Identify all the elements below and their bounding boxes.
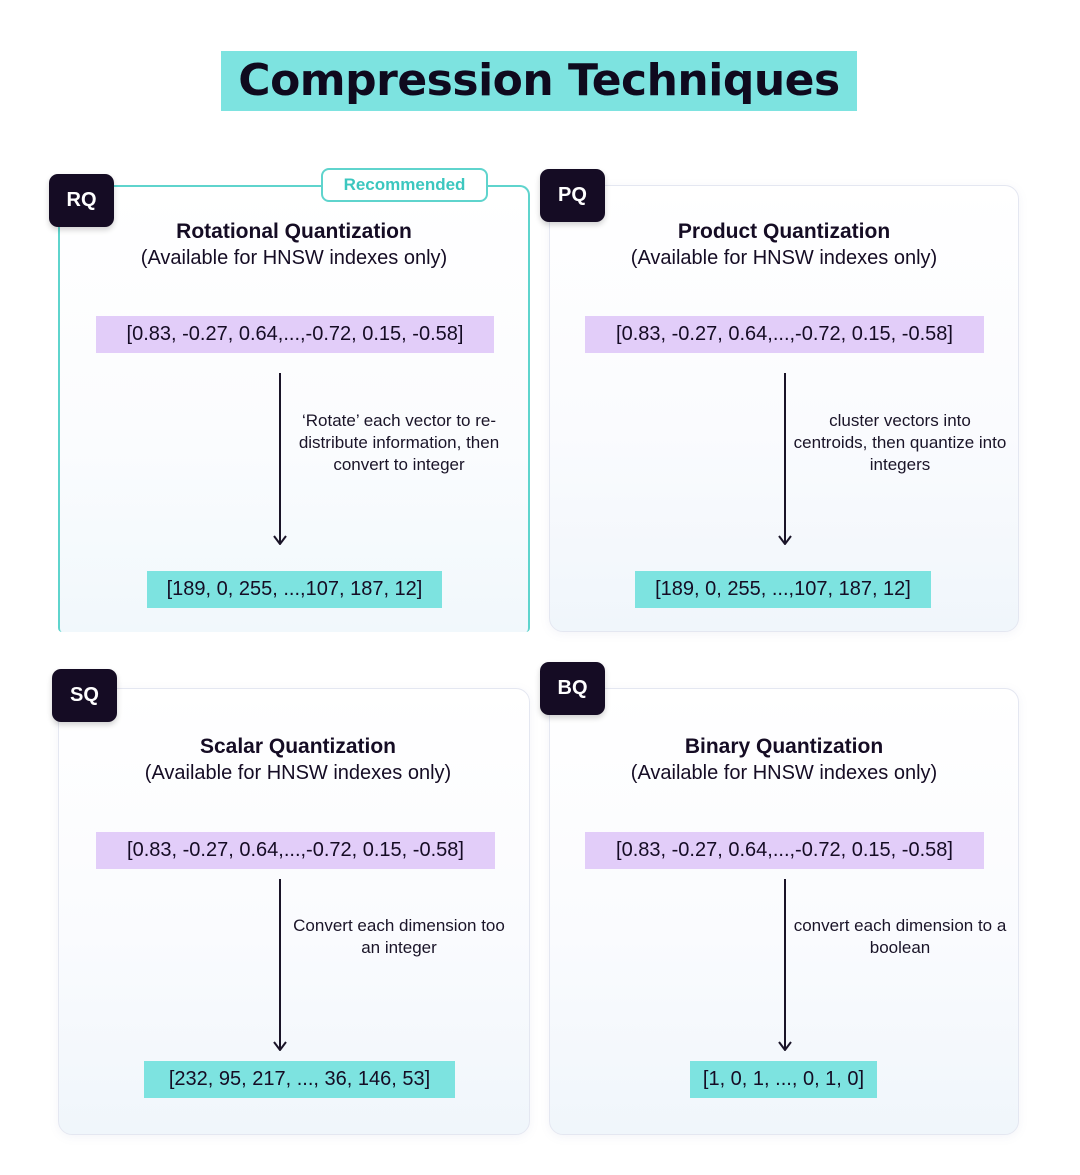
panel-pq-title: Product Quantization xyxy=(677,220,891,243)
arrow-head-icon xyxy=(273,531,287,545)
panel-rq-title: Rotational Quantization xyxy=(176,220,412,243)
panel-sq-availability: (Available for HNSW indexes only) xyxy=(144,762,452,784)
panel-bq-arrow xyxy=(775,879,795,1051)
arrow-line xyxy=(784,373,786,543)
panel-rq-output-vector: [189, 0, 255, ...,107, 187, 12] xyxy=(147,571,442,608)
panel-rq-input-vector: [0.83, -0.27, 0.64,...,-0.72, 0.15, -0.58] xyxy=(96,316,494,353)
panel-sq-output-vector: [232, 95, 217, ..., 36, 146, 53] xyxy=(144,1061,455,1098)
panel-sq-description: Convert each dimension too an integer xyxy=(293,916,505,957)
badge-sq: SQ xyxy=(52,669,117,722)
panel-sq-title: Scalar Quantization xyxy=(199,735,397,758)
panel-bq-availability: (Available for HNSW indexes only) xyxy=(630,762,938,784)
panel-pq-availability: (Available for HNSW indexes only) xyxy=(630,247,938,269)
badge-rq: RQ xyxy=(49,174,114,227)
diagram-title: Compression Techniques xyxy=(221,51,857,111)
panel-rq-availability: (Available for HNSW indexes only) xyxy=(140,247,448,269)
arrow-line xyxy=(784,879,786,1049)
panel-pq-description: cluster vectors into centroids, then quantize into integers xyxy=(793,411,1007,474)
badge-pq: PQ xyxy=(540,169,605,222)
panel-sq-input-vector: [0.83, -0.27, 0.64,...,-0.72, 0.15, -0.58] xyxy=(96,832,495,869)
panel-bq-input-vector: [0.83, -0.27, 0.64,...,-0.72, 0.15, -0.58] xyxy=(585,832,984,869)
panel-pq-output-vector: [189, 0, 255, ...,107, 187, 12] xyxy=(635,571,931,608)
panel-bq-output-vector: [1, 0, 1, ..., 0, 1, 0] xyxy=(690,1061,877,1098)
badge-bq: BQ xyxy=(540,662,605,715)
panel-sq-arrow xyxy=(270,879,290,1051)
arrow-head-icon xyxy=(273,1037,287,1051)
panel-bq-description: convert each dimension to a boolean xyxy=(793,916,1007,957)
panel-rq-description: ‘Rotate’ each vector to re-distribute information, then convert to integer xyxy=(298,411,500,474)
panel-bq-title: Binary Quantization xyxy=(684,735,884,758)
arrow-line xyxy=(279,373,281,543)
recommended-tag: Recommended xyxy=(321,168,488,202)
arrow-head-icon xyxy=(778,531,792,545)
arrow-line xyxy=(279,879,281,1049)
panel-rq-arrow xyxy=(270,373,290,545)
panel-pq-input-vector: [0.83, -0.27, 0.64,...,-0.72, 0.15, -0.58] xyxy=(585,316,984,353)
arrow-head-icon xyxy=(778,1037,792,1051)
